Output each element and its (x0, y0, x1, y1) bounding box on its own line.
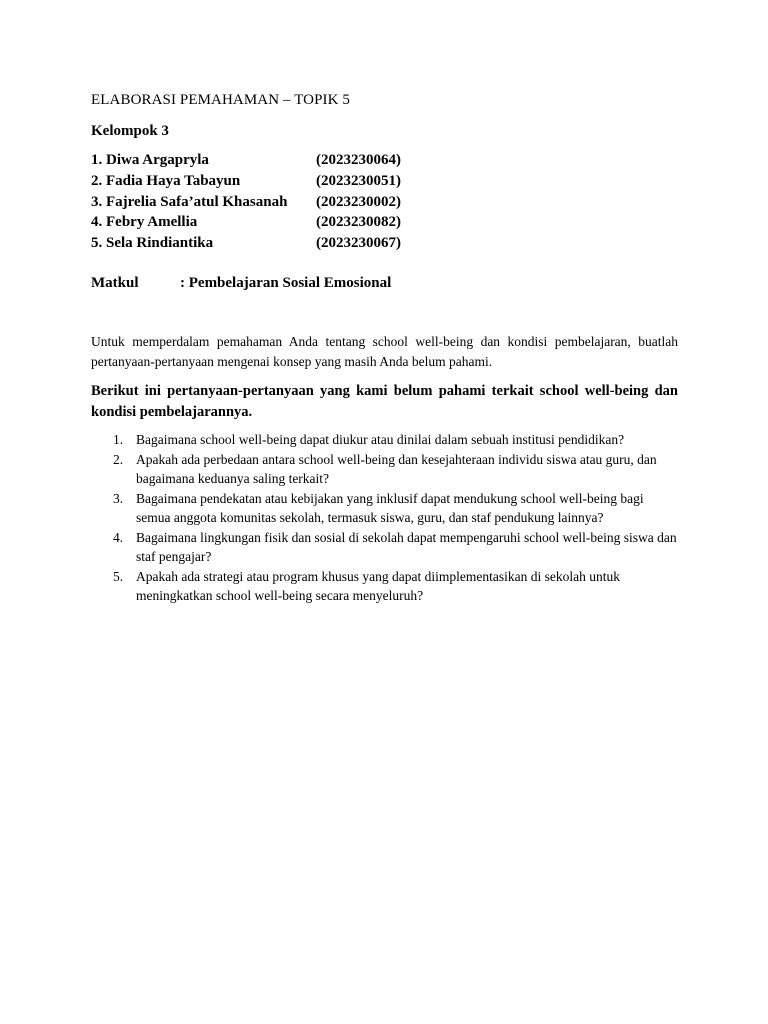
member-name: 3. Fajrelia Safa’atul Khasanah (91, 193, 288, 210)
question-list (91, 430, 678, 606)
question-item (91, 489, 678, 528)
question-text: Apakah ada strategi atau program khusus yang dapat diimplementasikan di sekolah untuk meningkatkan school well-being secara menyeluruh? (136, 568, 620, 603)
group-label: Kelompok 3 (91, 123, 169, 139)
member-id: (2023230002) (316, 193, 401, 210)
member-id: (2023230067) (316, 235, 401, 252)
lead-paragraph: Berikut ini pertanyaan-pertanyaan yang kami belum pahami terkait school well-being dan kondisi pembelajarannya. (91, 383, 678, 420)
member-name: 1. Diwa Argapryla (91, 152, 209, 168)
member-name: 2. Fadia Haya Tabayun (91, 172, 241, 189)
intro-paragraph: Untuk memperdalam pemahaman Anda tentang school well-being dan kondisi pembelajaran, buatlah pertanyaan-pertanyaan mengenai konsep yang masih Anda belum pahami. (91, 334, 678, 369)
question-number: 5. (113, 568, 124, 584)
course-value: : Pembelajaran Sosial Emosional (180, 275, 392, 291)
question-text: Bagaimana pendekatan atau kebijakan yang inklusif dapat mendukung school well-being bagi semua anggota komunitas sekolah, termasuk siswa, guru, dan staf pendukung lainnya? (136, 490, 644, 525)
question-number: 1. (113, 432, 124, 447)
question-number: 2. (113, 451, 124, 467)
question-item (91, 528, 678, 567)
question-text: Bagaimana school well-being dapat diukur atau dinilai dalam sebuah institusi pendidikan? (136, 432, 625, 447)
question-number: 3. (113, 490, 124, 506)
member-id: (2023230082) (316, 214, 401, 231)
question-text: Apakah ada perbedaan antara school well-being dan kesejahteraan individu siswa atau guru, dan bagaimana keduanya saling terkait? (136, 451, 657, 486)
question-item (91, 567, 678, 606)
member-id: (2023230064) (316, 152, 401, 168)
question-text: Bagaimana lingkungan fisik dan sosial di sekolah dapat mempengaruhi school well-being siswa dan staf pengajar? (136, 529, 677, 564)
course-label: Matkul (91, 275, 139, 291)
question-item (91, 450, 678, 489)
member-name: 4. Febry Amellia (91, 214, 198, 231)
document-title: ELABORASI PEMAHAMAN – TOPIK 5 (91, 92, 351, 108)
member-id: (2023230051) (316, 172, 401, 189)
member-name: 5. Sela Rindiantika (91, 235, 214, 252)
question-item (91, 430, 678, 450)
question-number: 4. (113, 529, 124, 545)
